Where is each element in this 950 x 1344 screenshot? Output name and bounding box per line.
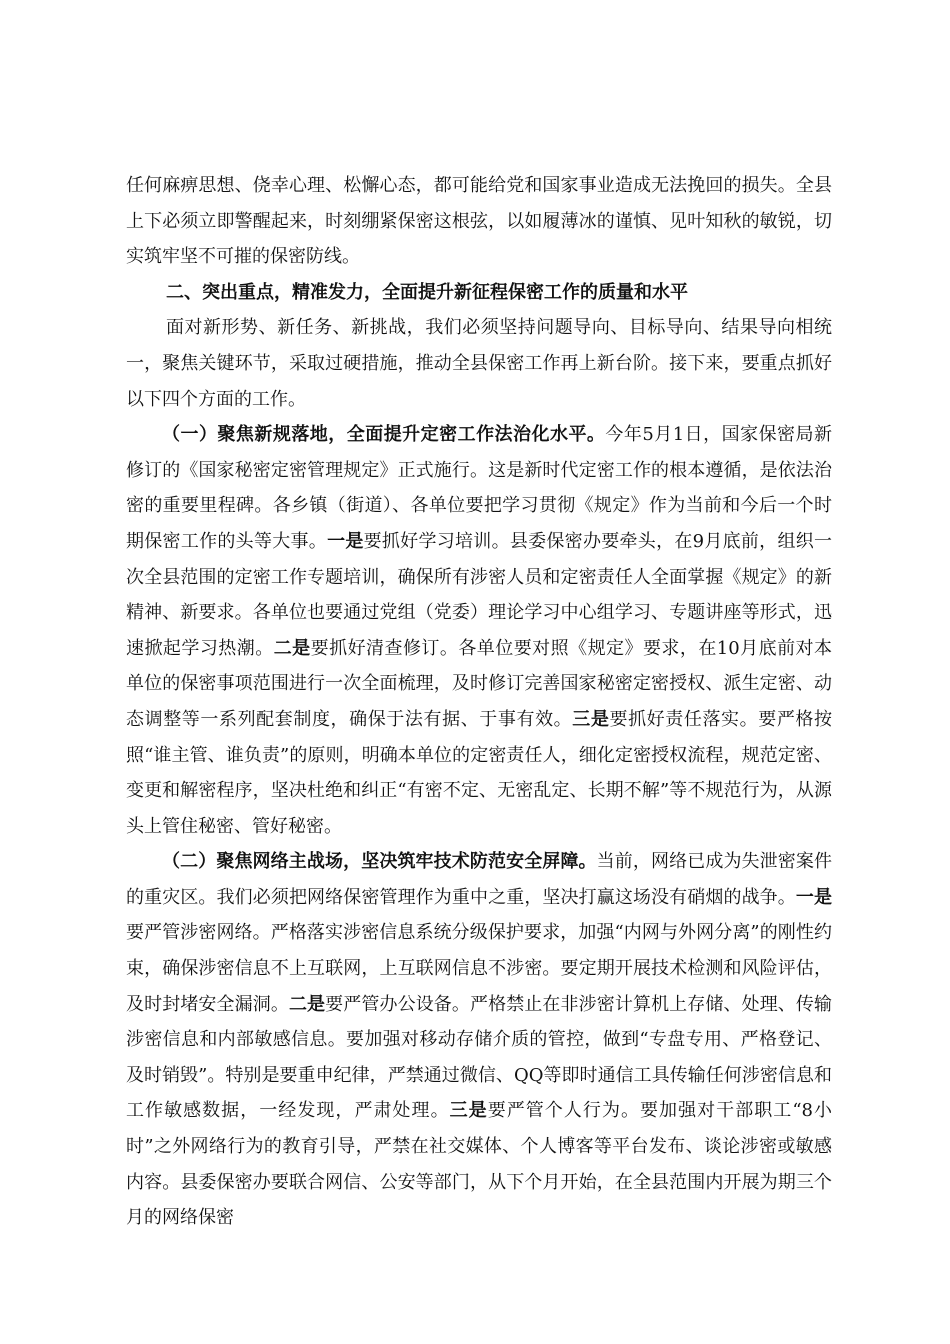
item-1-lead: （一）聚焦新规落地，全面提升定密工作法治化水平。: [162, 424, 606, 446]
item-2-keyword-2: 二是: [288, 993, 326, 1015]
item-2-text-2: 要严管涉密网络。严格落实涉密信息系统分级保护要求，加强“内网与外网分离”的刚性约束，确保涉密信息不上互联网，上互联网信息不涉密。要定期开展技术检测和风险评估，及时封堵安全漏洞。: [126, 922, 832, 1015]
item-2-text-3: 要严管办公设备。严格禁止在非涉密计算机上存储、处理、传输涉密信息和内部敏感信息。要加强对移动存储介质的管控，做到“专盘专用、严格登记、及时销毁”。特别是要重申纪律，严禁通过微信、QQ等即时通信工具传输任何涉密信息和工作敏感数据，一经发现，严肃处理。: [126, 993, 833, 1122]
item-1-text-4: 要抓好责任落实。要严格按照“谁主管、谁负责”的原则，明确本单位的定密责任人，细化定密授权流程，规范定密、变更和解密程序，坚决杜绝和纠正“有密不定、无密乱定、长期不解”等不规范行为，从源头上管住秘密、管好秘密。: [126, 708, 833, 837]
paragraph-intro: 面对新形势、新任务、新挑战，我们必须坚持问题导向、目标导向、结果导向相统一，聚焦关键环节，采取过硬措施，推动全县保密工作再上新台阶。接下来，要重点抓好以下四个方面的工作。: [126, 317, 832, 410]
document-body: [126, 168, 832, 1236]
paragraph-item-1: [126, 417, 832, 844]
item-1-keyword-3: 三是: [572, 708, 610, 730]
item-1-text-1: 今年5月1日，国家保密局新修订的《国家秘密定密管理规定》正式施行。这是新时代定密工作的根本遵循，是依法治密的重要里程碑。各乡镇（街道）、各单位要把学习贯彻《规定》作为当前和今后一个时期保密工作的头等大事。: [126, 424, 833, 552]
item-1-keyword-2: 二是: [273, 637, 311, 659]
item-1-text-3: 要抓好清查修订。各单位要对照《规定》要求，在10月底前对本单位的保密事项范围进行一次全面梳理，及时修订完善国家秘密定密授权、派生定密、动态调整等一系列配套制度，确保于法有据、于事有效。: [126, 637, 833, 730]
item-2-keyword-3: 三是: [449, 1100, 488, 1122]
item-2-text-1: 当前，网络已成为失泄密案件的重灾区。我们必须把网络保密管理作为重中之重，坚决打赢这场没有硝烟的战争。: [126, 851, 833, 908]
section-heading: 二、突出重点，精准发力，全面提升新征程保密工作的质量和水平: [166, 281, 688, 303]
paragraph-item-2: [126, 844, 832, 1236]
paragraph-continuation: 任何麻痹思想、侥幸心理、松懈心态，都可能给党和国家事业造成无法挽回的损失。全县上下必须立即警醒起来，时刻绷紧保密这根弦，以如履薄冰的谨慎、见叶知秋的敏锐，切实筑牢坚不可摧的保密防线。: [126, 175, 832, 268]
item-2-text-4: 要严管个人行为。要加强对干部职工“8小时”之外网络行为的教育引导，严禁在社交媒体、个人博客等平台发布、谈论涉密或敏感内容。县委保密办要联合网信、公安等部门，从下个月开始，在全县范围内开展为期三个月的网络保密: [126, 1100, 833, 1229]
item-1-text-2: 要抓好学习培训。县委保密办要牵头，在9月底前，组织一次全县范围的定密工作专题培训，确保所有涉密人员和定密责任人全面掌握《规定》的新精神、新要求。各单位也要通过党组（党委）理论学习中心组学习、专题讲座等形式，迅速掀起学习热潮。: [126, 530, 833, 659]
item-2-keyword-1: 一是: [795, 886, 832, 908]
item-2-lead: （二）聚焦网络主战场，坚决筑牢技术防范安全屏障。: [162, 851, 597, 873]
item-1-keyword-1: 一是: [327, 530, 364, 552]
